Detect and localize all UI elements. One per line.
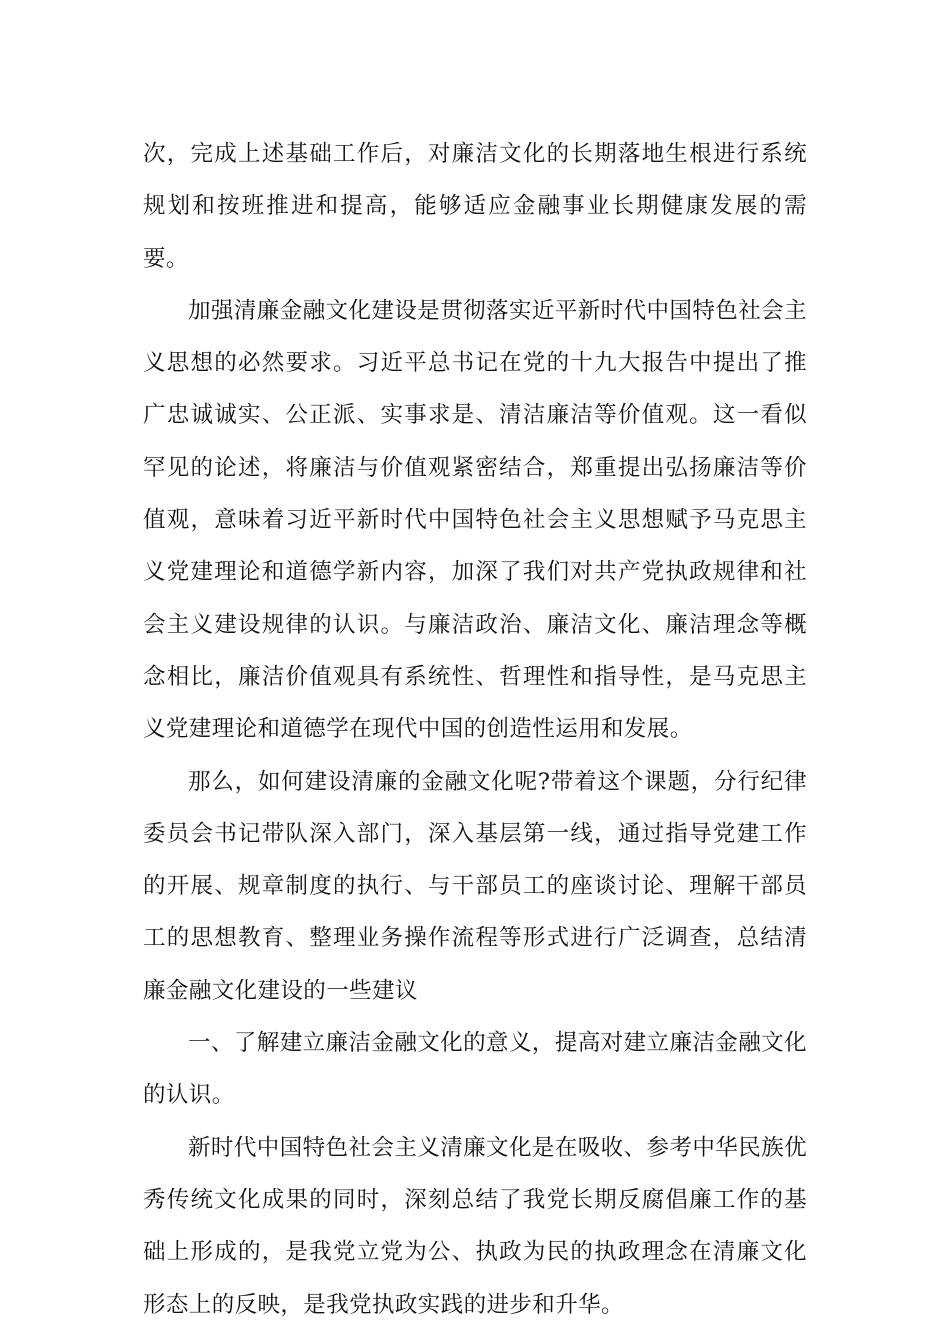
paragraph-5: 新时代中国特色社会主义清廉文化是在吸收、参考中华民族优秀传统文化成果的同时，深刻总结了我党长期反腐倡廉工作的基础上形成的，是我党立党为公、执政为民的执政理念在清廉文化形态上的反映，是我党执政实践的进步和升华。 [143,1134,807,1318]
paragraph-3: 那么，如何建设清廉的金融文化呢?带着这个课题，分行纪律委员会书记带队深入部门，深入基层第一线，通过指导党建工作的开展、规章制度的执行、与干部员工的座谈讨论、理解干部员工的思想教育、整理业务操作流程等形式进行广泛调查，总结清廉金融文化建设的一些建议 [143,768,807,1004]
paragraph-2: 加强清廉金融文化建设是贯彻落实近平新时代中国特色社会主义思想的必然要求。习近平总书记在党的十九大报告中提出了推广忠诚诚实、公正派、实事求是、清洁廉洁等价值观。这一看似罕见的论述，将廉洁与价值观紧密结合，郑重提出弘扬廉洁等价值观，意味着习近平新时代中国特色社会主义思想赋予马克思主义党建理论和道德学新内容，加深了我们对共产党执政规律和社会主义建设规律的认识。与廉洁政治、廉洁文化、廉洁理念等概念相比，廉洁价值观具有系统性、哲理性和指导性，是马克思主义党建理论和道德学在现代中国的创造性运用和发展。 [143,297,807,743]
paragraph-4: 一、了解建立廉洁金融文化的意义，提高对建立廉洁金融文化的认识。 [143,1030,807,1109]
paragraph-1: 次，完成上述基础工作后，对廉洁文化的长期落地生根进行系统规划和按班推进和提高，能够适应金融事业长期健康发展的需要。 [143,141,807,272]
document-body [143,128,807,1331]
